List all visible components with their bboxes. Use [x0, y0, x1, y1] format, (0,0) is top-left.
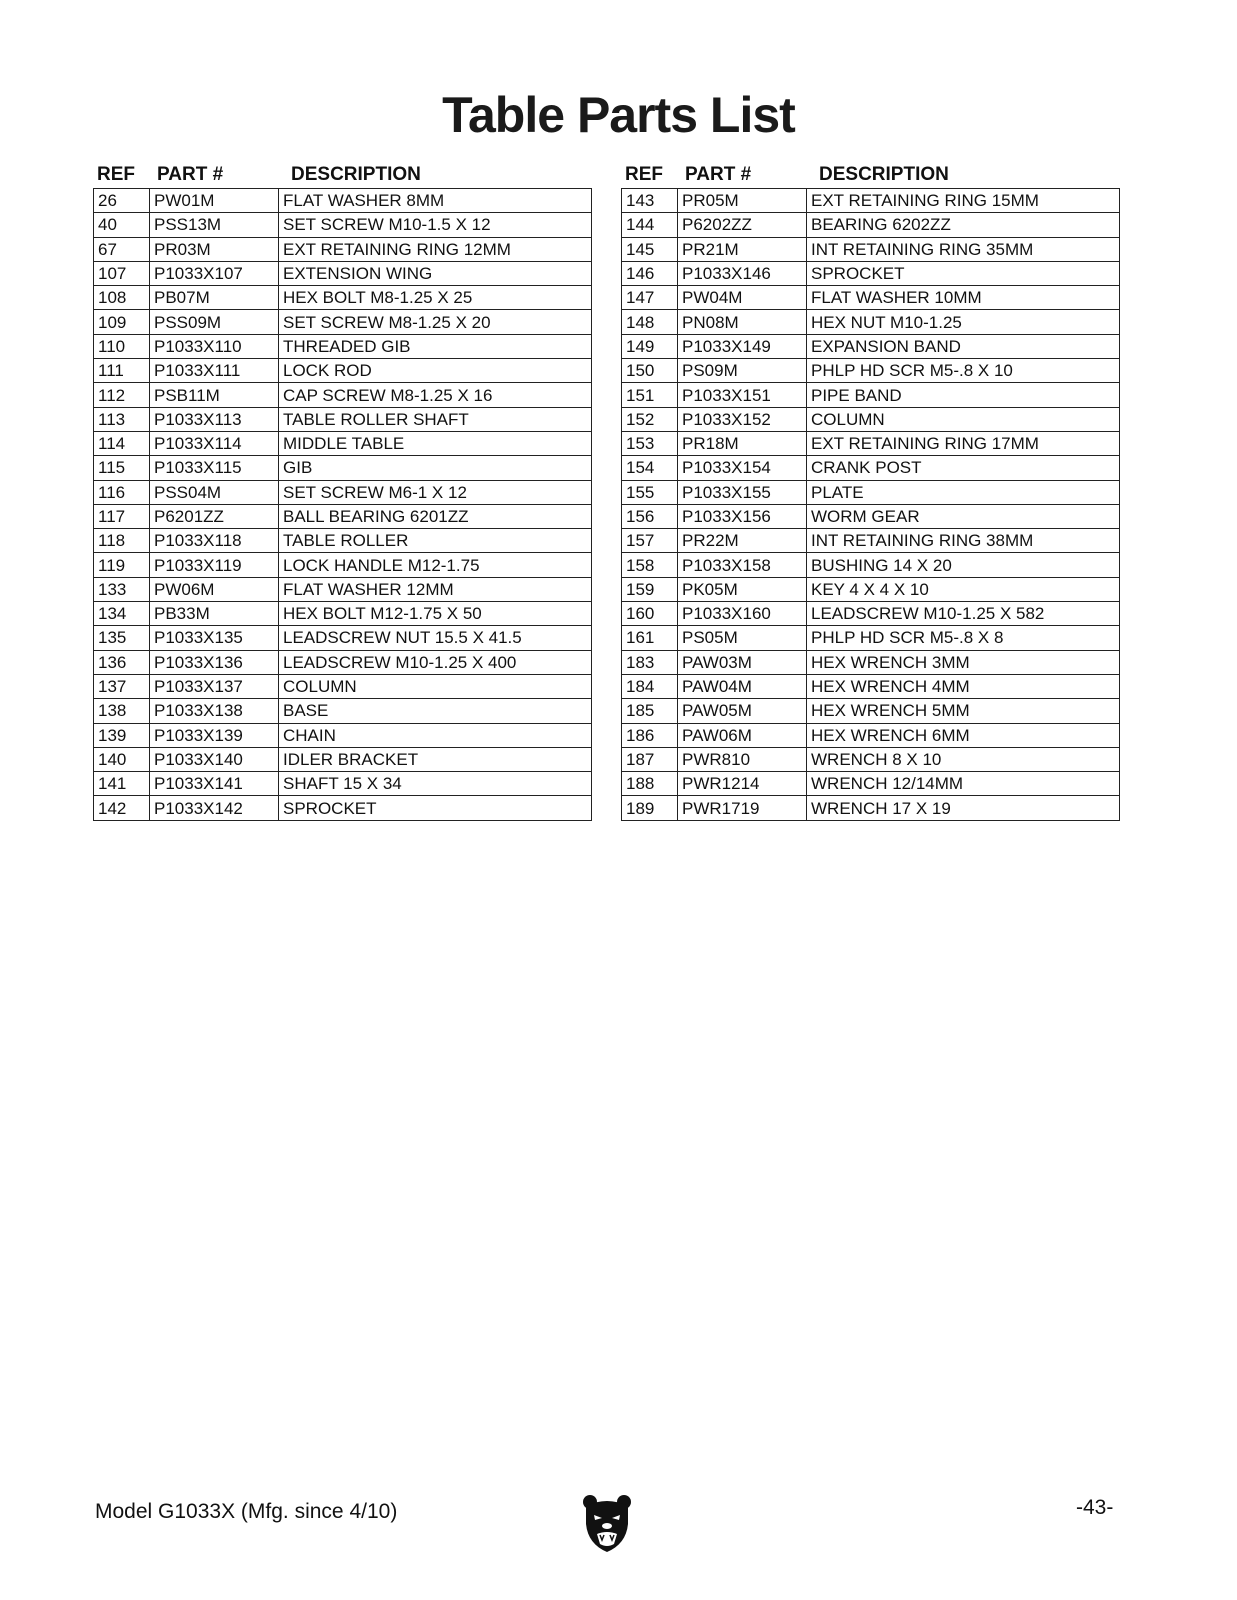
cell-ref: 149	[622, 334, 678, 358]
cell-ref: 114	[94, 431, 150, 455]
cell-description: CRANK POST	[807, 456, 1120, 480]
cell-description: LOCK ROD	[279, 359, 592, 383]
cell-ref: 133	[94, 577, 150, 601]
table-row	[622, 189, 1120, 213]
table-row	[622, 504, 1120, 528]
cell-ref: 154	[622, 456, 678, 480]
header-part: PART #	[685, 164, 752, 185]
cell-ref: 155	[622, 480, 678, 504]
table-row	[94, 286, 592, 310]
table-row	[94, 699, 592, 723]
cell-ref: 187	[622, 747, 678, 771]
cell-ref: 153	[622, 431, 678, 455]
parts-tbody	[94, 189, 592, 821]
table-row	[622, 237, 1120, 261]
table-row	[622, 674, 1120, 698]
table-row	[622, 699, 1120, 723]
page-title: Table Parts List	[442, 87, 795, 143]
cell-part-number: PK05M	[678, 577, 807, 601]
table-row	[622, 602, 1120, 626]
table-row	[622, 772, 1120, 796]
page-number: -43-	[1076, 1496, 1114, 1519]
cell-description: BUSHING 14 X 20	[807, 553, 1120, 577]
table-row	[94, 189, 592, 213]
table-row	[94, 334, 592, 358]
cell-description: FLAT WASHER 12MM	[279, 577, 592, 601]
table-row	[622, 747, 1120, 771]
cell-ref: 107	[94, 261, 150, 285]
cell-ref: 143	[622, 189, 678, 213]
header-ref: REF	[625, 164, 663, 185]
cell-description: LEADSCREW NUT 15.5 X 41.5	[279, 626, 592, 650]
cell-description: BEARING 6202ZZ	[807, 213, 1120, 237]
cell-description: TABLE ROLLER SHAFT	[279, 407, 592, 431]
cell-description: GIB	[279, 456, 592, 480]
cell-ref: 144	[622, 213, 678, 237]
cell-description: LEADSCREW M10-1.25 X 582	[807, 602, 1120, 626]
cell-description: INT RETAINING RING 35MM	[807, 237, 1120, 261]
cell-part-number: PR21M	[678, 237, 807, 261]
cell-description: CHAIN	[279, 723, 592, 747]
cell-part-number: PWR1719	[678, 796, 807, 820]
cell-description: WRENCH 8 X 10	[807, 747, 1120, 771]
cell-part-number: P1033X139	[150, 723, 279, 747]
cell-part-number: P1033X119	[150, 553, 279, 577]
cell-ref: 136	[94, 650, 150, 674]
cell-ref: 108	[94, 286, 150, 310]
cell-ref: 40	[94, 213, 150, 237]
table-row	[94, 674, 592, 698]
table-row	[94, 723, 592, 747]
cell-part-number: PR03M	[150, 237, 279, 261]
cell-ref: 117	[94, 504, 150, 528]
cell-part-number: P6202ZZ	[678, 213, 807, 237]
cell-description: WRENCH 12/14MM	[807, 772, 1120, 796]
cell-ref: 134	[94, 602, 150, 626]
cell-part-number: P1033X160	[678, 602, 807, 626]
cell-ref: 161	[622, 626, 678, 650]
cell-part-number: P1033X140	[150, 747, 279, 771]
table-row	[622, 796, 1120, 820]
cell-part-number: PB07M	[150, 286, 279, 310]
cell-description: BALL BEARING 6201ZZ	[279, 504, 592, 528]
cell-description: LEADSCREW M10-1.25 X 400	[279, 650, 592, 674]
table-row	[94, 529, 592, 553]
cell-description: HEX NUT M10-1.25	[807, 310, 1120, 334]
footer-model: Model G1033X (Mfg. since 4/10)	[95, 1500, 398, 1523]
cell-part-number: P1033X146	[678, 261, 807, 285]
table-header	[621, 158, 1119, 188]
cell-part-number: PSB11M	[150, 383, 279, 407]
cell-ref: 67	[94, 237, 150, 261]
table-row	[94, 772, 592, 796]
cell-ref: 110	[94, 334, 150, 358]
cell-ref: 160	[622, 602, 678, 626]
cell-part-number: PW01M	[150, 189, 279, 213]
cell-ref: 138	[94, 699, 150, 723]
cell-description: THREADED GIB	[279, 334, 592, 358]
parts-table-right	[621, 158, 1119, 821]
cell-description: WRENCH 17 X 19	[807, 796, 1120, 820]
cell-part-number: PS09M	[678, 359, 807, 383]
cell-ref: 147	[622, 286, 678, 310]
cell-part-number: P1033X154	[678, 456, 807, 480]
cell-ref: 119	[94, 553, 150, 577]
cell-description: PLATE	[807, 480, 1120, 504]
table-row	[622, 723, 1120, 747]
cell-part-number: PWR810	[678, 747, 807, 771]
cell-part-number: P1033X158	[678, 553, 807, 577]
table-row	[94, 431, 592, 455]
cell-part-number: PSS09M	[150, 310, 279, 334]
cell-description: HEX WRENCH 6MM	[807, 723, 1120, 747]
table-row	[622, 626, 1120, 650]
table-row	[622, 577, 1120, 601]
cell-ref: 159	[622, 577, 678, 601]
cell-part-number: P1033X137	[150, 674, 279, 698]
table-row	[94, 602, 592, 626]
cell-description: LOCK HANDLE M12-1.75	[279, 553, 592, 577]
cell-part-number: PAW06M	[678, 723, 807, 747]
cell-part-number: PN08M	[678, 310, 807, 334]
cell-ref: 185	[622, 699, 678, 723]
table-row	[94, 747, 592, 771]
cell-ref: 109	[94, 310, 150, 334]
cell-description: SHAFT 15 X 34	[279, 772, 592, 796]
table-row	[94, 383, 592, 407]
cell-description: TABLE ROLLER	[279, 529, 592, 553]
cell-part-number: P1033X142	[150, 796, 279, 820]
cell-description: SET SCREW M8-1.25 X 20	[279, 310, 592, 334]
header-description: DESCRIPTION	[819, 164, 949, 185]
cell-description: SPROCKET	[807, 261, 1120, 285]
cell-part-number: P1033X156	[678, 504, 807, 528]
cell-description: PIPE BAND	[807, 383, 1120, 407]
table-row	[94, 310, 592, 334]
cell-part-number: PR05M	[678, 189, 807, 213]
cell-ref: 137	[94, 674, 150, 698]
table-row	[94, 796, 592, 820]
table-row	[94, 650, 592, 674]
table-row	[94, 577, 592, 601]
table-row	[622, 407, 1120, 431]
table-row	[622, 261, 1120, 285]
cell-part-number: P1033X151	[678, 383, 807, 407]
cell-ref: 145	[622, 237, 678, 261]
cell-ref: 116	[94, 480, 150, 504]
cell-part-number: PAW04M	[678, 674, 807, 698]
table-row	[622, 213, 1120, 237]
cell-description: INT RETAINING RING 38MM	[807, 529, 1120, 553]
cell-ref: 186	[622, 723, 678, 747]
cell-description: FLAT WASHER 8MM	[279, 189, 592, 213]
header-part: PART #	[157, 164, 224, 185]
cell-ref: 111	[94, 359, 150, 383]
cell-part-number: PAW03M	[678, 650, 807, 674]
cell-ref: 112	[94, 383, 150, 407]
cell-part-number: P1033X113	[150, 407, 279, 431]
cell-part-number: P1033X135	[150, 626, 279, 650]
cell-part-number: P1033X149	[678, 334, 807, 358]
cell-description: WORM GEAR	[807, 504, 1120, 528]
cell-description: HEX BOLT M8-1.25 X 25	[279, 286, 592, 310]
parts-tbody	[622, 189, 1120, 821]
cell-ref: 113	[94, 407, 150, 431]
cell-description: EXT RETAINING RING 12MM	[279, 237, 592, 261]
cell-ref: 141	[94, 772, 150, 796]
cell-part-number: PW04M	[678, 286, 807, 310]
cell-description: COLUMN	[807, 407, 1120, 431]
table-row	[94, 359, 592, 383]
cell-part-number: PW06M	[150, 577, 279, 601]
cell-description: EXT RETAINING RING 17MM	[807, 431, 1120, 455]
cell-description: HEX BOLT M12-1.75 X 50	[279, 602, 592, 626]
table-row	[94, 407, 592, 431]
cell-part-number: P1033X115	[150, 456, 279, 480]
cell-part-number: P6201ZZ	[150, 504, 279, 528]
table-row	[94, 553, 592, 577]
parts-table	[621, 188, 1120, 821]
cell-part-number: P1033X107	[150, 261, 279, 285]
table-row	[622, 286, 1120, 310]
cell-description: FLAT WASHER 10MM	[807, 286, 1120, 310]
table-row	[622, 383, 1120, 407]
cell-ref: 26	[94, 189, 150, 213]
cell-description: PHLP HD SCR M5-.8 X 8	[807, 626, 1120, 650]
cell-part-number: PR18M	[678, 431, 807, 455]
cell-part-number: P1033X155	[678, 480, 807, 504]
cell-part-number: P1033X110	[150, 334, 279, 358]
cell-ref: 115	[94, 456, 150, 480]
cell-description: COLUMN	[279, 674, 592, 698]
table-row	[622, 650, 1120, 674]
parts-table-left	[93, 158, 591, 821]
cell-ref: 118	[94, 529, 150, 553]
cell-ref: 152	[622, 407, 678, 431]
cell-ref: 158	[622, 553, 678, 577]
table-row	[94, 456, 592, 480]
cell-ref: 150	[622, 359, 678, 383]
table-row	[622, 334, 1120, 358]
cell-description: EXT RETAINING RING 15MM	[807, 189, 1120, 213]
cell-part-number: P1033X141	[150, 772, 279, 796]
cell-description: PHLP HD SCR M5-.8 X 10	[807, 359, 1120, 383]
cell-part-number: PR22M	[678, 529, 807, 553]
cell-ref: 135	[94, 626, 150, 650]
table-row	[622, 310, 1120, 334]
cell-description: HEX WRENCH 5MM	[807, 699, 1120, 723]
parts-table	[93, 188, 592, 821]
table-row	[94, 237, 592, 261]
cell-description: CAP SCREW M8-1.25 X 16	[279, 383, 592, 407]
cell-part-number: PSS13M	[150, 213, 279, 237]
table-row	[94, 504, 592, 528]
cell-description: SET SCREW M10-1.5 X 12	[279, 213, 592, 237]
table-row	[94, 626, 592, 650]
cell-ref: 189	[622, 796, 678, 820]
header-description: DESCRIPTION	[291, 164, 421, 185]
cell-description: HEX WRENCH 4MM	[807, 674, 1120, 698]
cell-description: KEY 4 X 4 X 10	[807, 577, 1120, 601]
cell-part-number: P1033X111	[150, 359, 279, 383]
table-row	[94, 213, 592, 237]
cell-description: BASE	[279, 699, 592, 723]
cell-part-number: PS05M	[678, 626, 807, 650]
cell-description: EXTENSION WING	[279, 261, 592, 285]
cell-ref: 140	[94, 747, 150, 771]
cell-description: MIDDLE TABLE	[279, 431, 592, 455]
cell-part-number: PAW05M	[678, 699, 807, 723]
cell-ref: 184	[622, 674, 678, 698]
table-row	[622, 553, 1120, 577]
cell-description: IDLER BRACKET	[279, 747, 592, 771]
cell-ref: 146	[622, 261, 678, 285]
cell-part-number: P1033X136	[150, 650, 279, 674]
cell-description: SET SCREW M6-1 X 12	[279, 480, 592, 504]
cell-part-number: PSS04M	[150, 480, 279, 504]
cell-part-number: P1033X118	[150, 529, 279, 553]
cell-ref: 139	[94, 723, 150, 747]
table-row	[622, 529, 1120, 553]
cell-part-number: P1033X138	[150, 699, 279, 723]
table-row	[94, 480, 592, 504]
cell-part-number: P1033X152	[678, 407, 807, 431]
cell-ref: 188	[622, 772, 678, 796]
cell-description: EXPANSION BAND	[807, 334, 1120, 358]
cell-ref: 157	[622, 529, 678, 553]
cell-ref: 151	[622, 383, 678, 407]
cell-description: SPROCKET	[279, 796, 592, 820]
bear-head-icon	[582, 1494, 632, 1554]
table-row	[622, 456, 1120, 480]
table-row	[622, 359, 1120, 383]
cell-description: HEX WRENCH 3MM	[807, 650, 1120, 674]
cell-part-number: PWR1214	[678, 772, 807, 796]
table-row	[622, 431, 1120, 455]
cell-ref: 156	[622, 504, 678, 528]
cell-part-number: P1033X114	[150, 431, 279, 455]
table-row	[622, 480, 1120, 504]
cell-ref: 148	[622, 310, 678, 334]
table-header	[93, 158, 591, 188]
cell-part-number: PB33M	[150, 602, 279, 626]
table-row	[94, 261, 592, 285]
cell-ref: 183	[622, 650, 678, 674]
cell-ref: 142	[94, 796, 150, 820]
header-ref: REF	[97, 164, 135, 185]
